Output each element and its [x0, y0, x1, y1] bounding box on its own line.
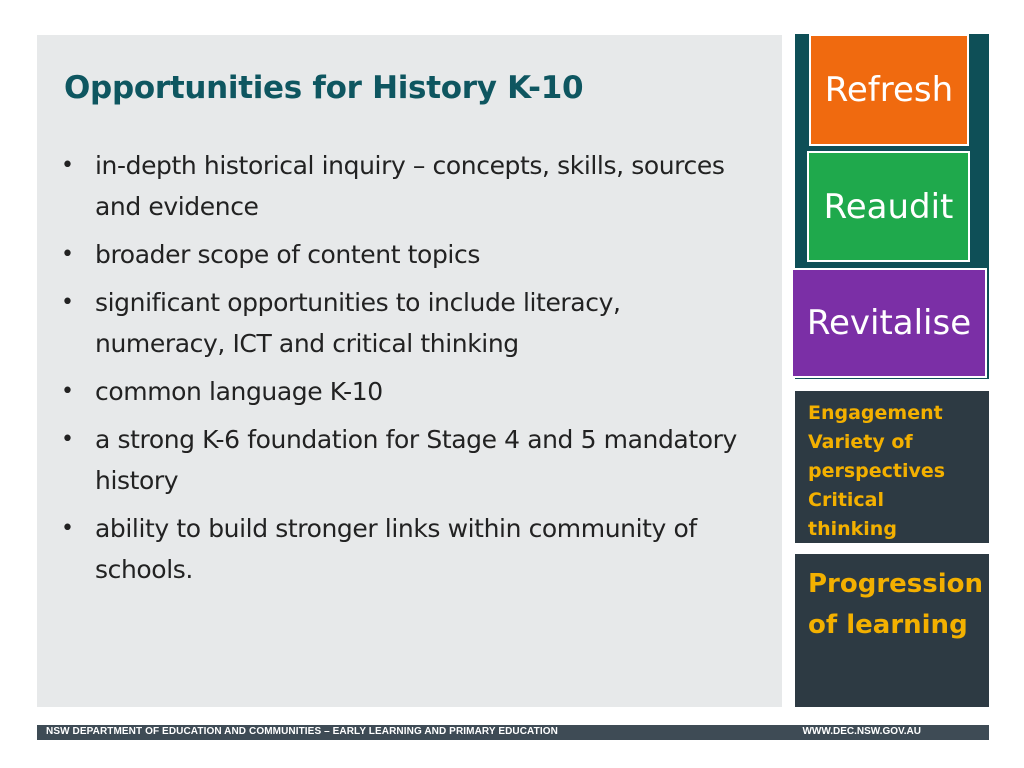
key-theme-engagement: Engagement	[808, 402, 943, 424]
bullet-item	[57, 508, 757, 590]
bullet-dot-icon: •	[61, 427, 74, 452]
bullet-item	[57, 419, 757, 501]
progression-box	[795, 554, 989, 707]
bullet-dot-icon: •	[61, 290, 74, 315]
bullet-dot-icon: •	[61, 379, 74, 404]
bullet-dot-icon: •	[61, 242, 74, 267]
content-panel	[37, 35, 782, 707]
footer-website: WWW.DEC.NSW.GOV.AU	[802, 726, 921, 737]
bullet-text: ability to build stronger links within community of schools.	[95, 514, 697, 584]
key-theme-perspectives: Variety of perspectives	[808, 431, 946, 482]
footer-department: NSW DEPARTMENT OF EDUCATION AND COMMUNITIES – EARLY LEARNING AND PRIMARY EDUCATION	[46, 726, 558, 737]
bullet-item	[57, 282, 757, 364]
key-theme-critical-thinking: Critical thinking	[808, 489, 897, 540]
bullet-text: common language K-10	[95, 377, 383, 406]
bullet-list	[57, 145, 757, 597]
revitalise-tile: Revitalise	[791, 268, 987, 378]
bullet-item	[57, 234, 757, 275]
bullet-text: in-depth historical inquiry – concepts, skills, sources and evidence	[95, 151, 725, 221]
slide-title: Opportunities for History K-10	[64, 70, 584, 106]
bullet-item	[57, 371, 757, 412]
key-themes-box	[795, 391, 989, 543]
bullet-dot-icon: •	[61, 153, 74, 178]
bullet-text: broader scope of content topics	[95, 240, 480, 269]
bullet-dot-icon: •	[61, 516, 74, 541]
progression-text: Progression of learning	[808, 569, 984, 640]
bullet-text: a strong K-6 foundation for Stage 4 and 5 mandatory history	[95, 425, 737, 495]
footer-bar	[37, 725, 989, 740]
reaudit-tile: Reaudit	[807, 151, 970, 262]
bullet-text: significant opportunities to include literacy, numeracy, ICT and critical thinking	[95, 288, 621, 358]
bullet-item	[57, 145, 757, 227]
refresh-tile: Refresh	[809, 34, 969, 146]
